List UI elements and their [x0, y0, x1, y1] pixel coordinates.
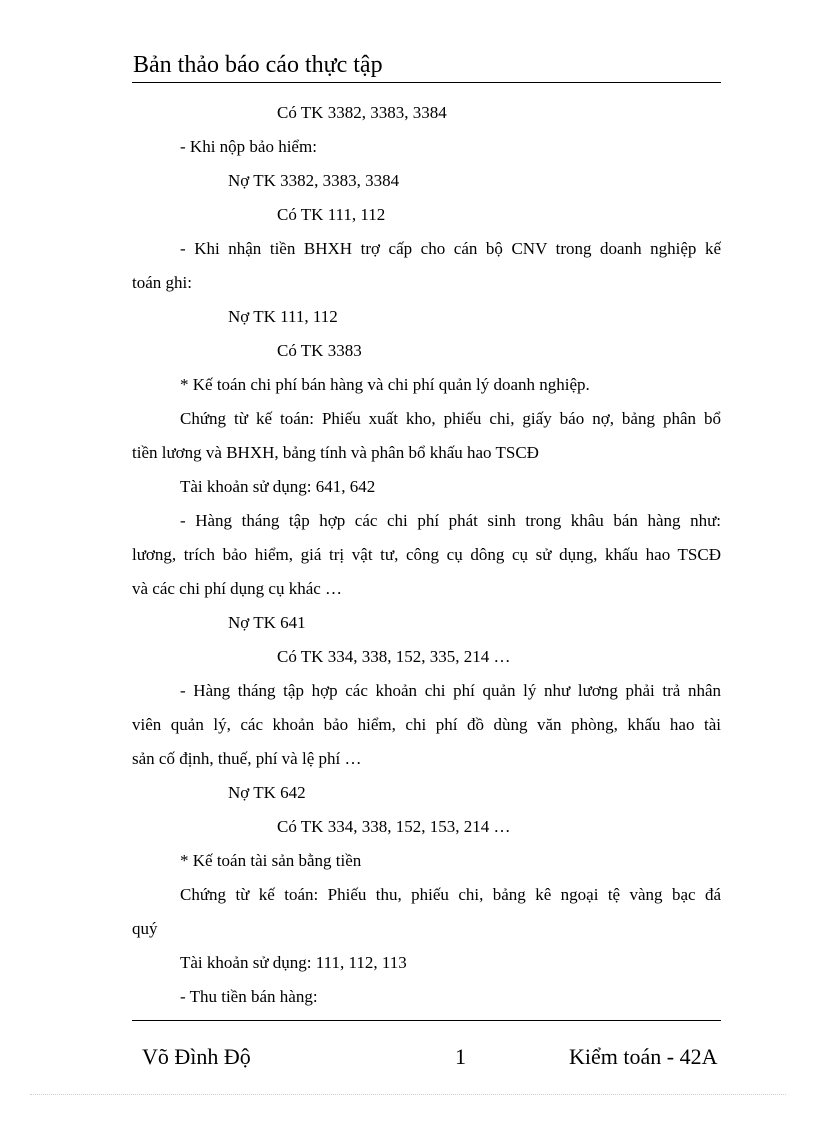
section-heading: * Kế toán tài sản bằng tiền [180, 851, 362, 870]
text-line: toán ghi: [132, 273, 192, 292]
footer-author: Võ Đình Độ [142, 1044, 251, 1069]
page-edge-dotted-line [30, 1094, 786, 1095]
text-line: tiền lương và BHXH, bảng tính và phân bổ khấu hao TSCĐ [132, 443, 539, 462]
footer-class-label: Kiểm toán - 42A [569, 1044, 718, 1069]
text-line: Có TK 3383 [277, 341, 362, 360]
text-line: Nợ TK 111, 112 [228, 307, 338, 326]
text-line: Có TK 334, 338, 152, 153, 214 … [277, 817, 511, 836]
text-line: quý [132, 919, 158, 938]
text-line: lương, trích bảo hiểm, giá trị vật tư, công cụ dông cụ sử dụng, khấu hao TSCĐ [132, 545, 721, 564]
text-line: Nợ TK 642 [228, 783, 306, 802]
page-header-title: Bản thảo báo cáo thực tập [133, 52, 383, 78]
text-line: Có TK 334, 338, 152, 335, 214 … [277, 647, 511, 666]
page-number: 1 [455, 1044, 466, 1069]
text-line: viên quản lý, các khoản bảo hiểm, chi phí đồ dùng văn phòng, khấu hao tài [132, 715, 721, 734]
text-line: Có TK 3382, 3383, 3384 [277, 103, 447, 122]
text-line: Chứng từ kế toán: Phiếu thu, phiếu chi, bảng kê ngoại tệ vàng bạc đá [180, 885, 721, 904]
text-line: - Khi nhận tiền BHXH trợ cấp cho cán bộ CNV trong doanh nghiệp kế [180, 239, 721, 258]
header-divider [132, 82, 721, 83]
text-line: Tài khoản sử dụng: 111, 112, 113 [180, 953, 407, 972]
text-line: - Hàng tháng tập hợp các khoản chi phí quản lý như lương phải trả nhân [180, 681, 721, 700]
text-line: - Thu tiền bán hàng: [180, 987, 318, 1006]
text-line: sản cố định, thuế, phí và lệ phí … [132, 749, 362, 768]
text-line: và các chi phí dụng cụ khác … [132, 579, 343, 598]
footer-divider [132, 1020, 721, 1021]
text-line: Nợ TK 3382, 3383, 3384 [228, 171, 400, 190]
text-line: - Hàng tháng tập hợp các chi phí phát sinh trong khâu bán hàng như: [180, 511, 721, 530]
section-heading: * Kế toán chi phí bán hàng và chi phí quản lý doanh nghiệp. [180, 375, 590, 394]
text-line: Tài khoản sử dụng: 641, 642 [180, 477, 376, 496]
text-line: - Khi nộp bảo hiểm: [180, 137, 317, 156]
text-line: Chứng từ kế toán: Phiếu xuất kho, phiếu chi, giấy báo nợ, bảng phân bổ [180, 409, 721, 428]
text-line: Nợ TK 641 [228, 613, 306, 632]
text-line: Có TK 111, 112 [277, 205, 386, 224]
